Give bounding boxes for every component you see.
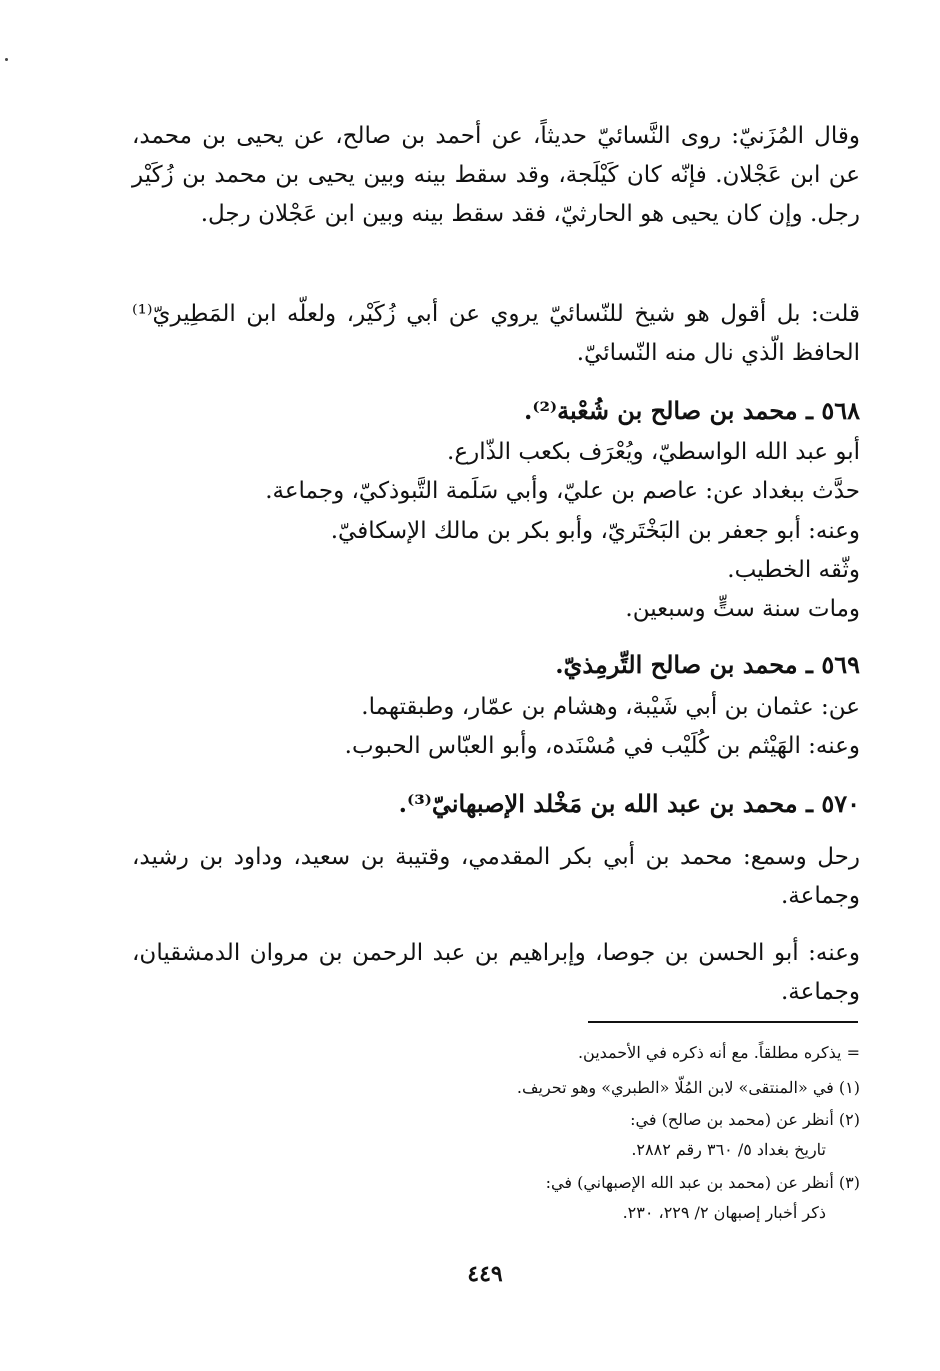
entry-569-heading: ٥٦٩ ـ محمد بن صالح التِّرمِذيّ. — [555, 650, 860, 679]
footnote-separator — [588, 1021, 858, 1023]
entry-570-paragraph-1: رحل وسمع: محمد بن أبي بكر المقدمي، وقتيبة بن سعيد، وداود بن رشيد، وجماعة. — [132, 844, 860, 909]
entry-568-line-3: وعنه: أبو جعفر بن البَخْتَريّ، وأبو بكر بن مالك الإسكافيّ. — [330, 518, 860, 544]
footnote-2-line-1: (٢) أنظر عن (محمد بن صالح) في: — [630, 1110, 860, 1129]
entry-568-line-1: أبو عبد الله الواسطيّ، ويُعْرَف بكعب الذّارع. — [447, 439, 860, 465]
entry-569-line-1: عن: عثمان بن أبي شَيْبة، وهشام بن عمّار، وطبقتهما. — [361, 694, 860, 720]
entry-568-heading: ٥٦٨ ـ محمد بن صالح بن شُعْبة⁽²⁾. — [523, 396, 860, 425]
entry-570-paragraph-2: وعنه: أبو الحسن بن جوصا، وإبراهيم بن عبد الرحمن بن مروان الدمشقيان، وجماعة. — [132, 940, 860, 1005]
entry-568-line-4: وثّقه الخطيب. — [727, 557, 860, 583]
paragraph-comment: قلت: بل أقول هو شيخ للنّسائيّ يروي عن أبي زُكَيْر، ولعلّه ابن المَطِيريّ⁽¹⁾ الحافظ الّذي نال منه النّسائيّ. — [132, 301, 860, 366]
scan-speck — [5, 58, 8, 61]
page-number: ٤٤٩ — [467, 1261, 503, 1287]
entry-568-line-2: حدَّث ببغداد عن: عاصم بن عليّ، وأبي سَلَمة التَّبوذكيّ، وجماعة. — [265, 478, 860, 504]
paragraph-muzani: وقال المُزَنيّ: روى النَّسائيّ حديثاً، عن أحمد بن صالح، عن يحيى بن محمد، عن ابن عَجْلان. فإنّه كان كَيْلَجة، وقد سقط بينه وبين يحيى بن محمد بن زُكَيْر رجل. وإن كان يحيى هو الحارثيّ، فقد سقط بينه وبين ابن عَجْلان رجل. — [132, 123, 860, 227]
entry-569-line-2: وعنه: الهَيْثم بن كُلَيْب في مُسْنَده، وأبو العبّاس الحبوب. — [344, 733, 860, 759]
footnote-3-line-2: ذكر أخبار إصبهان ٢/ ٢٢٩، ٢٣٠. — [622, 1203, 826, 1222]
footnote-1: (١) في «المنتقى» لابن المُلّا «الطبري» وهو تحريف. — [516, 1078, 860, 1097]
footnote-continuation: = يذكره مطلقاً. مع أنه ذكره في الأحمدين. — [577, 1043, 860, 1062]
footnote-3-line-1: (٣) أنظر عن (محمد بن عبد الله الإصبهاني) في: — [545, 1173, 860, 1192]
entry-568-line-5: ومات سنة ستٍّ وسبعين. — [625, 596, 860, 622]
footnote-2-line-2: تاريخ بغداد ٥/ ٣٦٠ رقم ٢٨٨٢. — [631, 1140, 826, 1159]
entry-570-heading: ٥٧٠ ـ محمد بن عبد الله بن مَخْلد الإصبهانيّ⁽³⁾. — [398, 789, 860, 818]
